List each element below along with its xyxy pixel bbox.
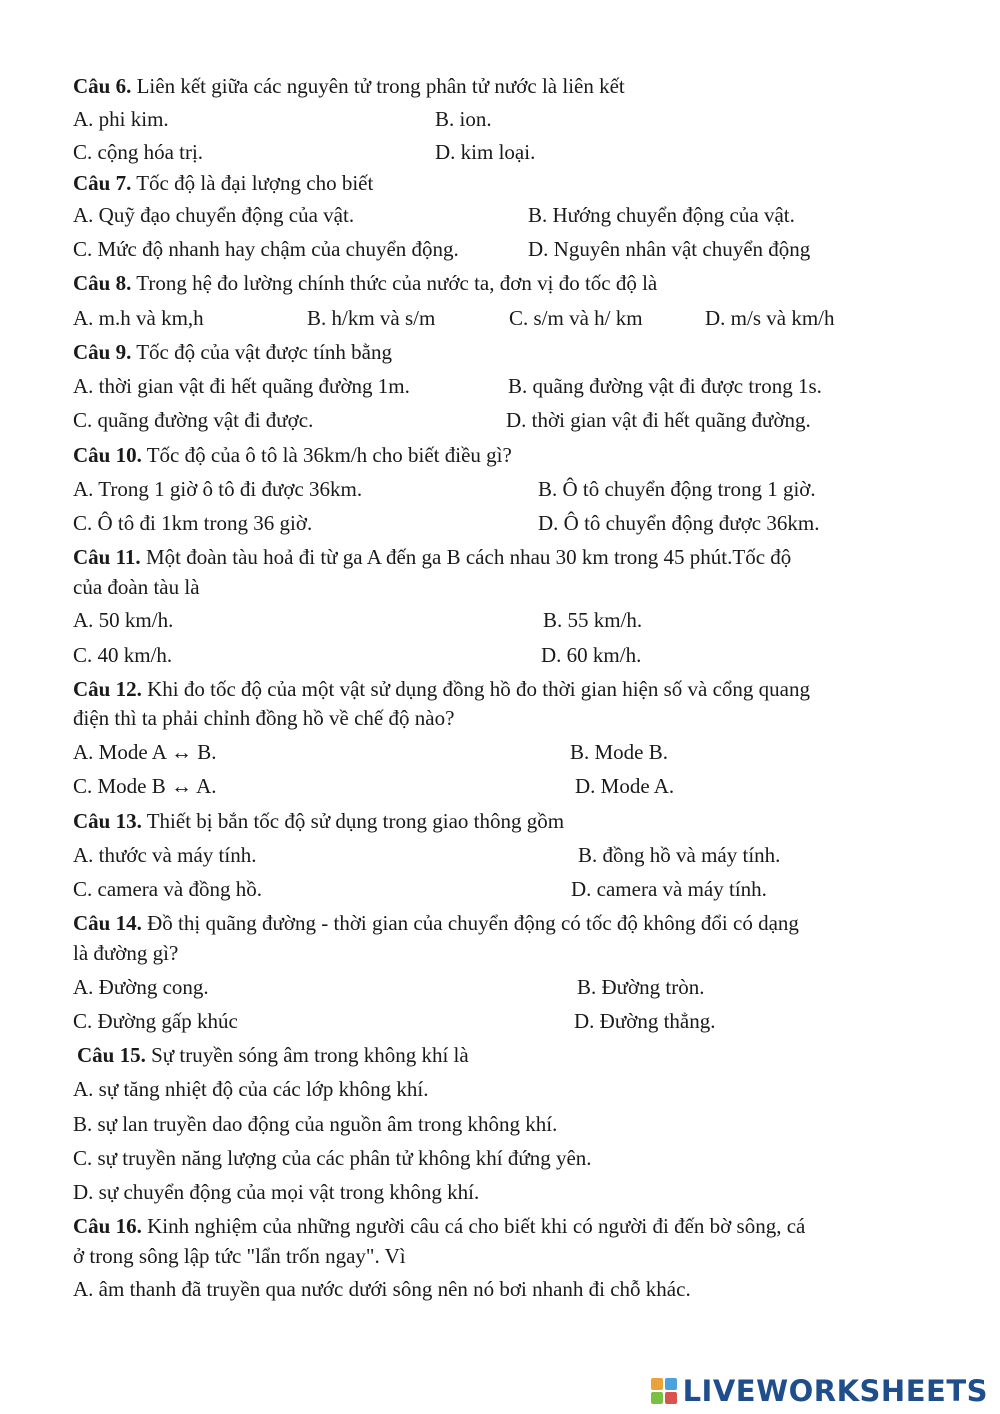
option[interactable]: A. m.h và km,h [73, 306, 204, 330]
option[interactable]: B. đồng hồ và máy tính. [578, 843, 781, 867]
question-7 [73, 171, 373, 195]
option[interactable]: C. Mức độ nhanh hay chậm của chuyển động. [73, 237, 459, 261]
liveworksheets-logo[interactable] [651, 1375, 988, 1407]
option[interactable]: D. camera và máy tính. [571, 877, 767, 901]
logo-text: LIVEWORKSHEETS [682, 1374, 988, 1408]
question-text-continued: điện thì ta phải chỉnh đồng hồ về chế độ nào? [73, 706, 455, 730]
option[interactable]: D. 60 km/h. [541, 643, 642, 667]
option[interactable]: A. Quỹ đạo chuyển động của vật. [73, 203, 355, 227]
logo-square-icon [651, 1392, 663, 1404]
question-number: Câu 15. [77, 1043, 146, 1067]
question-text-continued: của đoàn tàu là [73, 575, 200, 599]
question-text-continued: là đường gì? [73, 941, 179, 965]
option[interactable]: B. sự lan truyền dao động của nguồn âm trong không khí. [73, 1112, 558, 1136]
option[interactable]: B. Ô tô chuyển động trong 1 giờ. [538, 477, 816, 501]
option[interactable]: C. s/m và h/ km [509, 306, 643, 330]
option[interactable]: D. sự chuyển động của mọi vật trong không khí. [73, 1180, 480, 1204]
question-12 [73, 677, 810, 701]
question-text: Một đoàn tàu hoả đi từ ga A đến ga B cách nhau 30 km trong 45 phút.Tốc độ [145, 545, 792, 569]
question-number: Câu 8. [73, 271, 132, 295]
option[interactable]: D. Mode A. [575, 774, 675, 798]
question-number: Câu 13. [73, 809, 142, 833]
option[interactable]: B. quãng đường vật đi được trong 1s. [508, 374, 822, 398]
option[interactable]: B. Đường tròn. [577, 975, 705, 999]
option[interactable]: A. thước và máy tính. [73, 843, 257, 867]
option[interactable]: D. thời gian vật đi hết quãng đường. [506, 408, 811, 432]
question-10 [73, 443, 512, 467]
question-text: Khi đo tốc độ của một vật sử dụng đồng hồ đo thời gian hiện số và cổng quang [147, 677, 811, 701]
question-9 [73, 340, 392, 364]
question-text: Tốc độ của vật được tính bằng [136, 340, 392, 364]
option[interactable]: A. âm thanh đã truyền qua nước dưới sông nên nó bơi nhanh đi chỗ khác. [73, 1277, 691, 1301]
option[interactable]: D. m/s và km/h [705, 306, 835, 330]
option[interactable]: A. Đường cong. [73, 975, 209, 999]
question-number: Câu 9. [73, 340, 132, 364]
option[interactable]: C. Ô tô đi 1km trong 36 giờ. [73, 511, 313, 535]
question-15 [77, 1043, 469, 1067]
option[interactable]: B. Hướng chuyển động của vật. [528, 203, 795, 227]
option[interactable]: A. thời gian vật đi hết quãng đường 1m. [73, 374, 410, 398]
option[interactable]: C. 40 km/h. [73, 643, 173, 667]
question-13 [73, 809, 564, 833]
question-text: Trong hệ đo lường chính thức của nước ta, đơn vị đo tốc độ là [136, 271, 658, 295]
option[interactable]: C. camera và đồng hồ. [73, 877, 262, 901]
option[interactable]: D. Nguyên nhân vật chuyển động [528, 237, 811, 261]
logo-square-icon [651, 1378, 663, 1390]
option[interactable]: A. sự tăng nhiệt độ của các lớp không khí. [73, 1077, 429, 1101]
question-text: Tốc độ là đại lượng cho biết [136, 171, 374, 195]
option[interactable]: D. Đường thẳng. [574, 1009, 716, 1033]
option[interactable]: A. phi kim. [73, 107, 169, 131]
question-6 [73, 74, 625, 98]
option[interactable]: B. h/km và s/m [307, 306, 436, 330]
question-16 [73, 1214, 805, 1238]
question-text: Tốc độ của ô tô là 36km/h cho biết điều gì? [146, 443, 512, 467]
question-number: Câu 16. [73, 1214, 142, 1238]
question-8 [73, 271, 657, 295]
option[interactable]: B. Mode B. [570, 740, 669, 764]
option[interactable]: D. Ô tô chuyển động được 36km. [538, 511, 820, 535]
question-text: Sự truyền sóng âm trong không khí là [151, 1043, 469, 1067]
question-number: Câu 6. [73, 74, 132, 98]
option[interactable]: A. 50 km/h. [73, 608, 174, 632]
question-14 [73, 911, 799, 935]
question-text: Liên kết giữa các nguyên tử trong phân tử nước là liên kết [136, 74, 625, 98]
question-number: Câu 11. [73, 545, 141, 569]
logo-square-icon [665, 1378, 677, 1390]
option[interactable]: B. ion. [435, 107, 492, 131]
question-number: Câu 7. [73, 171, 132, 195]
question-number: Câu 14. [73, 911, 142, 935]
option[interactable]: C. quãng đường vật đi được. [73, 408, 314, 432]
question-number: Câu 10. [73, 443, 142, 467]
option[interactable]: D. kim loại. [435, 140, 536, 164]
question-text: Đồ thị quãng đường - thời gian của chuyển động có tốc độ không đổi có dạng [147, 911, 799, 935]
option[interactable]: B. 55 km/h. [543, 608, 643, 632]
question-text: Thiết bị bắn tốc độ sử dụng trong giao thông gồm [146, 809, 565, 833]
option[interactable]: C. cộng hóa trị. [73, 140, 204, 164]
logo-square-icon [665, 1392, 677, 1404]
option[interactable]: A. Trong 1 giờ ô tô đi được 36km. [73, 477, 363, 501]
question-text: Kinh nghiệm của những người câu cá cho biết khi có người đi đến bờ sông, cá [147, 1214, 806, 1238]
logo-mark-icon [651, 1378, 677, 1404]
option[interactable]: C. Mode B ↔ A. [73, 774, 217, 798]
question-number: Câu 12. [73, 677, 142, 701]
option[interactable]: A. Mode A ↔ B. [73, 740, 217, 764]
question-11 [73, 545, 791, 569]
question-text-continued: ở trong sông lập tức "lẩn trốn ngay". Vì [73, 1244, 406, 1268]
option[interactable]: C. Đường gấp khúc [73, 1009, 238, 1033]
option[interactable]: C. sự truyền năng lượng của các phân tử không khí đứng yên. [73, 1146, 592, 1170]
